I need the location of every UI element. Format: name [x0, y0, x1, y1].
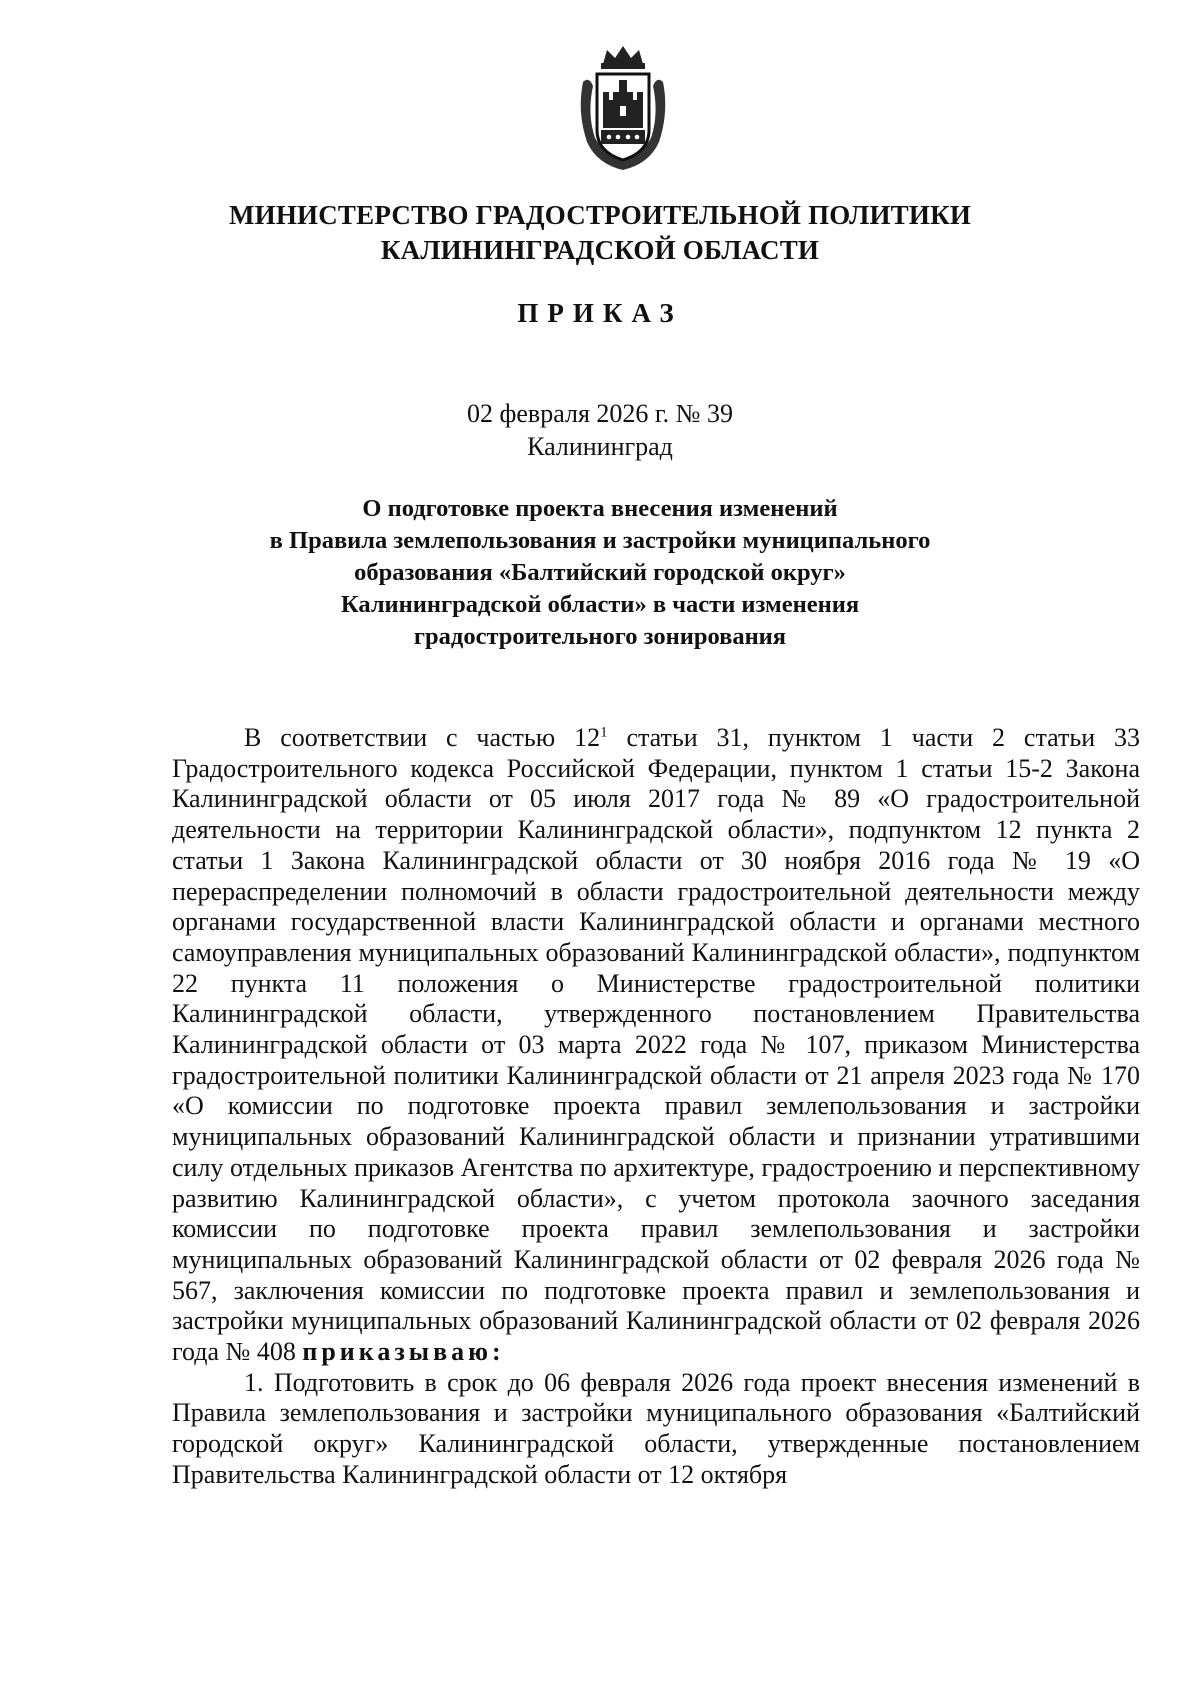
ministry-line-1: МИНИСТЕРСТВО ГРАДОСТРОИТЕЛЬНОЙ ПОЛИТИКИ: [228, 200, 972, 230]
city: Калининград: [527, 432, 673, 461]
preamble-text: статьи 31, пунктом 1 части 2 статьи 33 Градостроительного кодекса Российской Федерации, пунктом 1 статьи 15-2 Закона Калининградской области от 05 июля 2017 года № 89 «О градостроительной деятельности на территории Калининградской области», подпунктом 12 пункта 2 статьи 1 Закона Калининградской области от 30 ноября 2016 года № 19 «О перераспределении полномочий в области градостроительной деятельности между органами государственной власти Калининградской области и органами местного самоуправления муниципальных образований Калининградской области», подпунктом 22 пункта 11 положения о Министерстве градостроительной политики Калининградской области, утвержденного постановлением Правительства Калининградской области от 03 марта 2022 года № 107, приказом Министерства градостроительной политики Калининградской области от 21 апреля 2023 года № 170 «О комиссии по подготовке проекта правил землепользования и застройки муниципальных образований Калининградской области и признании утратившими силу отдельных приказов Агентства по архитектуре, градостроению и перспективному развитию Калининградской области», с учетом протокола заочного заседания комиссии по подготовке проекта правил землепользования и застройки муниципальных образований Калининградской области от 02 февраля 2026 года № 567, заключения комиссии по подготовке проекта правил и землепользования и застройки муниципальных образований Калининградской области от 02 февраля 2026 года № 408: [172, 723, 1141, 1367]
subject-line-5: градостроительного зонирования: [413, 623, 787, 650]
preamble-start: В соответствии с частью 12: [244, 723, 601, 752]
subject-line-4: Калининградской области» в части изменения: [340, 591, 860, 618]
order-subject: [200, 493, 1000, 653]
preamble-paragraph: [172, 723, 1140, 1368]
date-number: 02 февраля 2026 г. № 39: [467, 399, 733, 428]
subject-line-2: в Правила землепользования и застройки муниципального: [269, 527, 931, 554]
document-type: ПРИКАЗ: [517, 298, 683, 328]
order-body: [172, 723, 1140, 1491]
item-1-paragraph: 1. Подготовить в срок до 06 февраля 2026 года проект внесения изменений в Правила землепользования и застройки муниципального образования «Балтийский городской округ» Калининградской области, утвержденные постановлением Правительства Калининградской области от 12 октября: [172, 1367, 1140, 1489]
subject-line-3: образования «Балтийский городской округ»: [354, 559, 846, 586]
ministry-name: [0, 198, 1200, 268]
subject-line-1: О подготовке проекта внесения изменений: [362, 495, 838, 522]
superscript: 1: [600, 724, 608, 741]
date-block: [0, 397, 1200, 463]
orders-word: приказываю:: [302, 1337, 505, 1367]
coat-of-arms-icon: [573, 42, 673, 174]
ministry-line-2: КАЛИНИНГРАДСКОЙ ОБЛАСТИ: [380, 235, 820, 265]
